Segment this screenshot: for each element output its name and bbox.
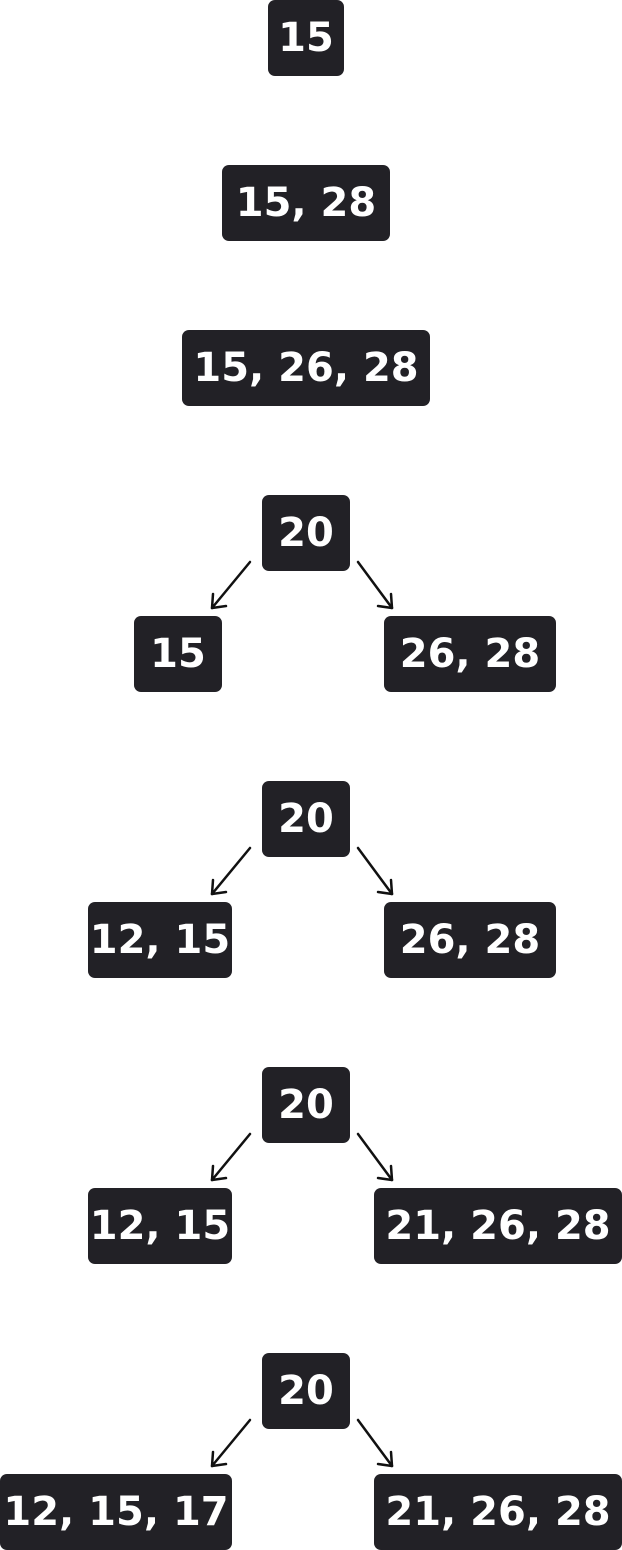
step-6-left-arrow — [212, 1134, 250, 1180]
step-4-right-arrow — [358, 562, 392, 608]
step-5-root-node: 20 — [262, 781, 350, 857]
step-6-right-child-node: 21, 26, 28 — [374, 1188, 622, 1264]
step-6-right-arrow — [358, 1134, 392, 1180]
step-1-root-node: 15 — [268, 0, 344, 76]
step-4-root-node: 20 — [262, 495, 350, 571]
step-6-root-node: 20 — [262, 1067, 350, 1143]
step-7-left-child-node: 12, 15, 17 — [0, 1474, 232, 1550]
step-5-right-child-node: 26, 28 — [384, 902, 556, 978]
step-4-right-child-node: 26, 28 — [384, 616, 556, 692]
step-5-left-child-node: 12, 15 — [88, 902, 232, 978]
step-2-root-node: 15, 28 — [222, 165, 390, 241]
step-7-right-child-node: 21, 26, 28 — [374, 1474, 622, 1550]
step-3-root-node: 15, 26, 28 — [182, 330, 430, 406]
step-7-right-arrow — [358, 1420, 392, 1466]
step-7-root-node: 20 — [262, 1353, 350, 1429]
step-5-left-arrow — [212, 848, 250, 894]
step-4-left-arrow — [212, 562, 250, 608]
step-7-left-arrow — [212, 1420, 250, 1466]
step-4-left-child-node: 15 — [134, 616, 222, 692]
step-6-left-child-node: 12, 15 — [88, 1188, 232, 1264]
step-5-right-arrow — [358, 848, 392, 894]
